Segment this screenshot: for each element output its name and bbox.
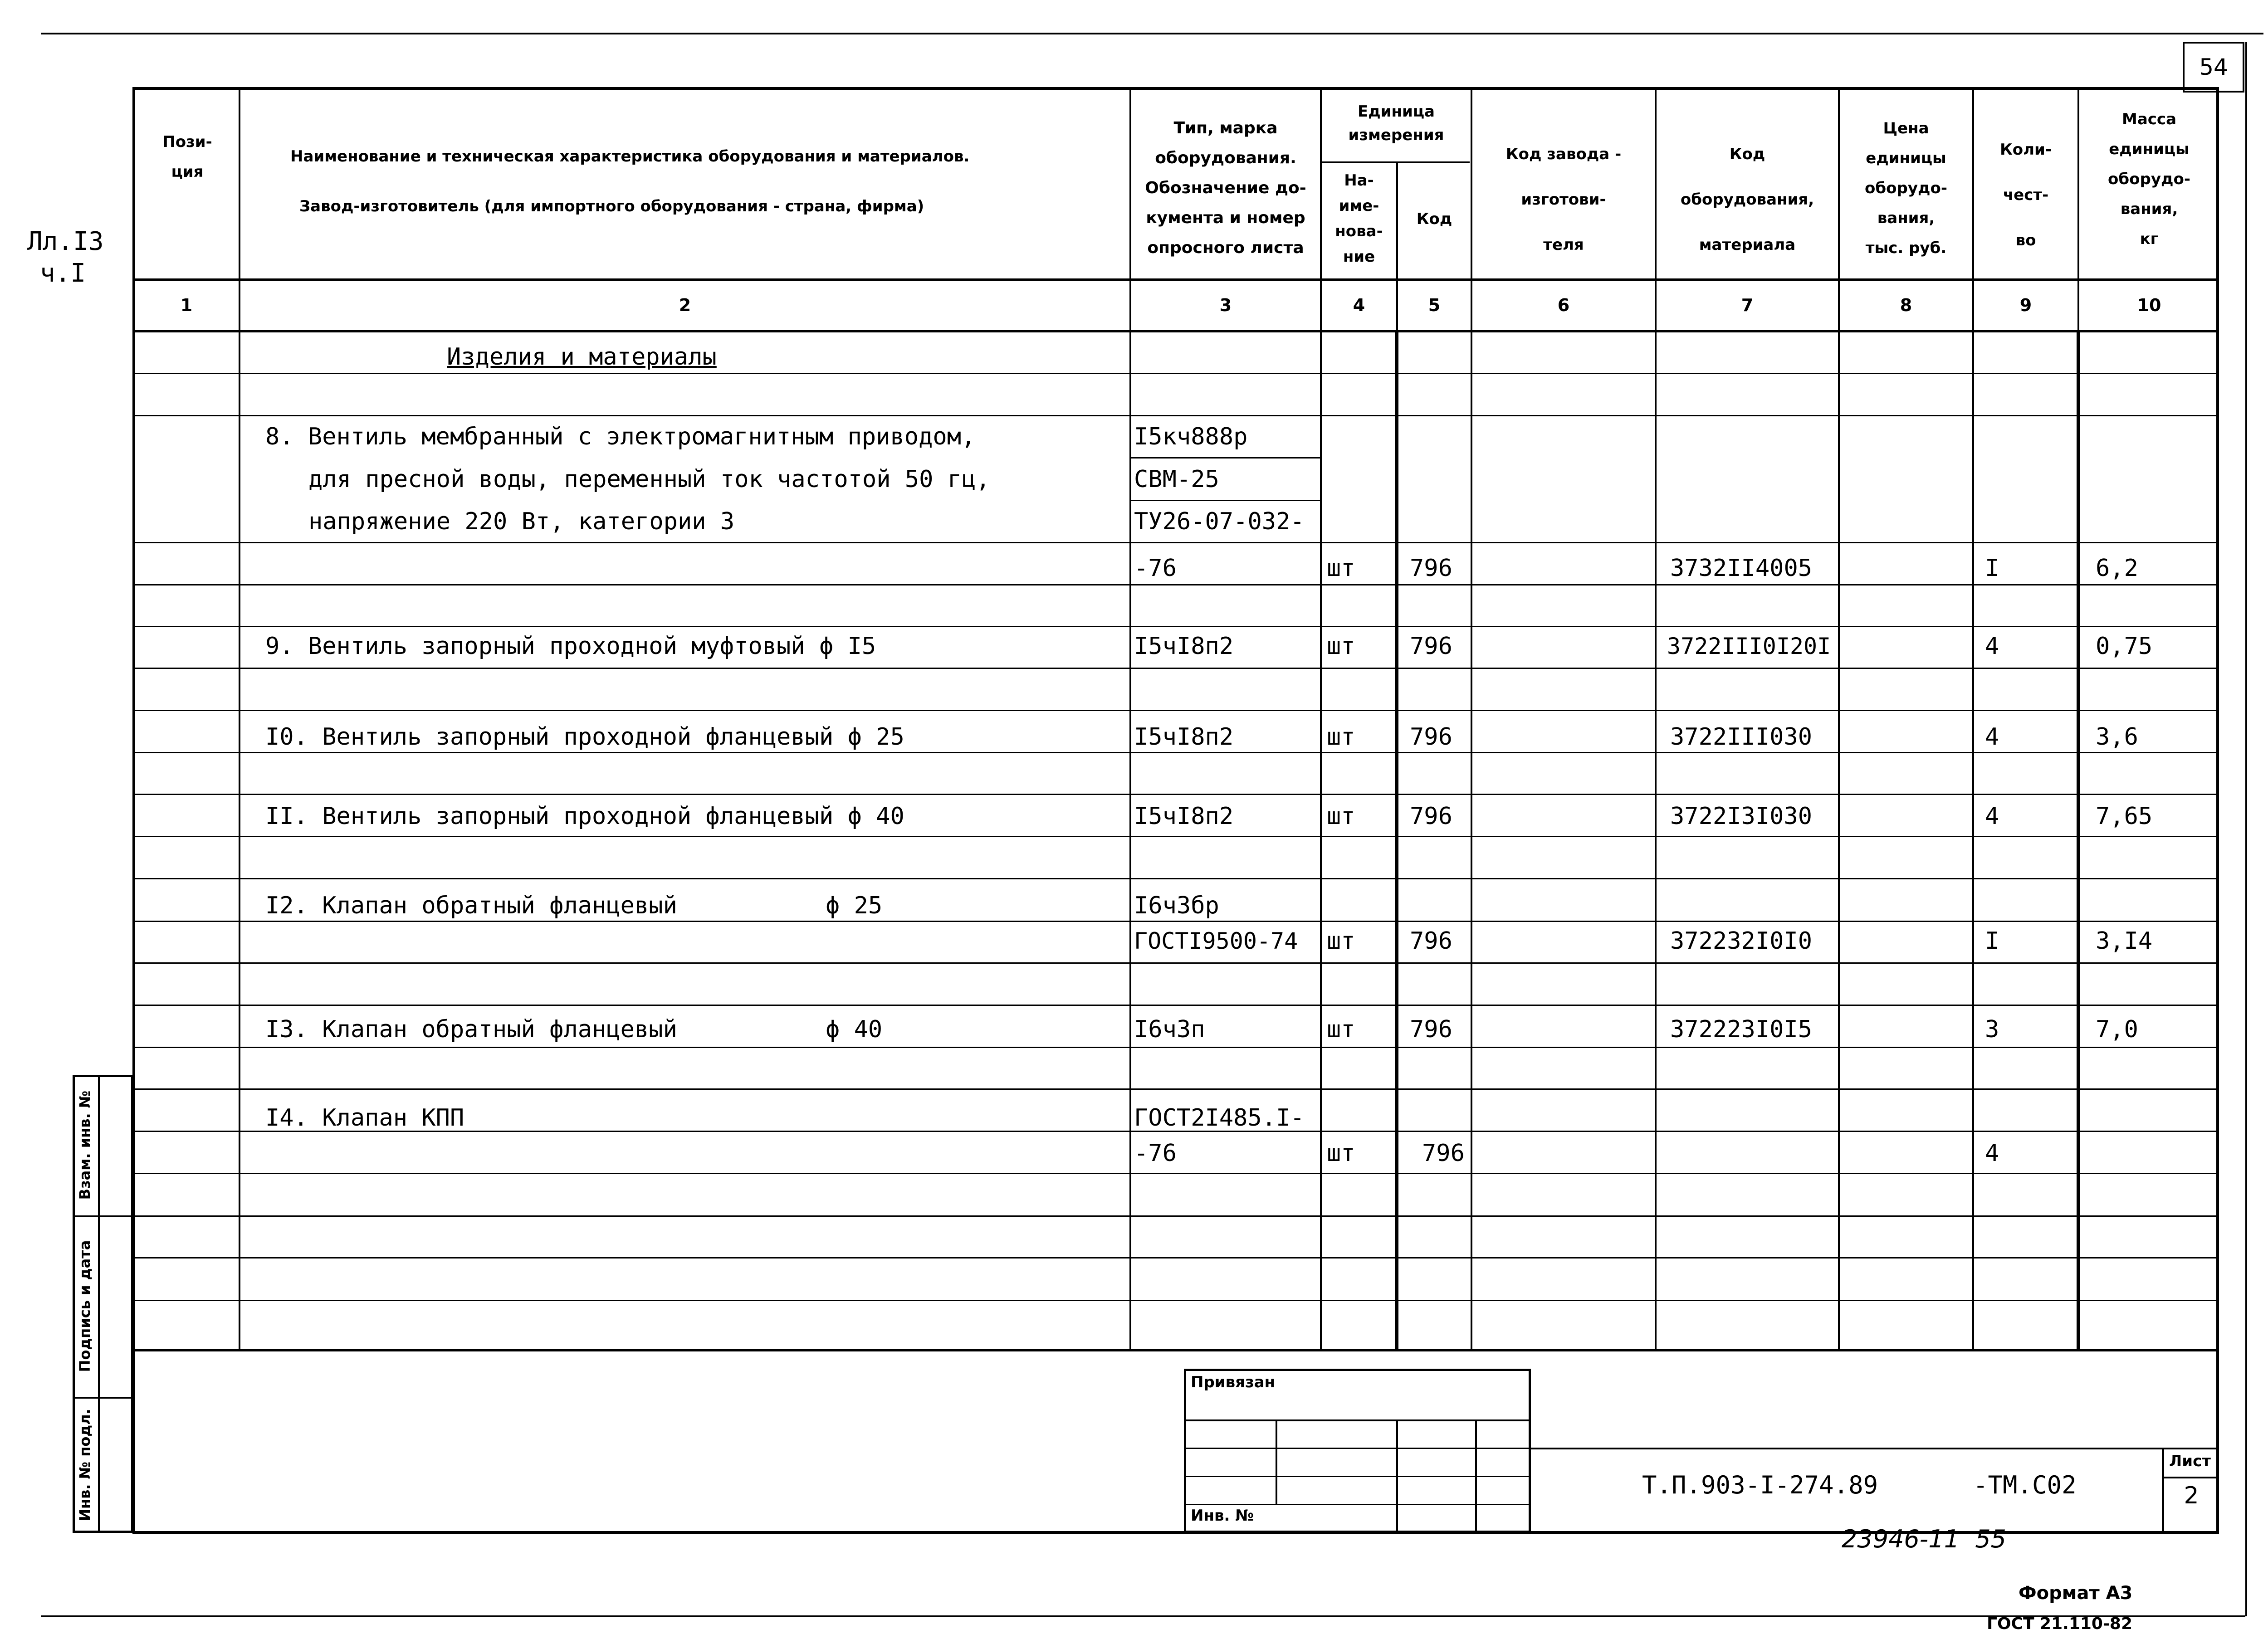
bound-line	[1184, 1504, 1531, 1505]
header-mass: Масса единицы оборудо- вания, кг	[2108, 110, 2190, 248]
item-type: I6ч3п	[1134, 1016, 1205, 1043]
header-price: Цена единицы оборудо- вания, тыс. руб.	[1865, 119, 1947, 257]
item-quantity: 3	[1985, 1016, 1999, 1043]
item-type: -76	[1134, 555, 1177, 582]
document-suffix: -ТМ.С02	[1973, 1471, 2077, 1499]
column-number: 8	[1900, 295, 1912, 315]
col-line-7	[1838, 87, 1840, 1351]
item-unit: шт	[1327, 633, 1355, 660]
item-quantity: 4	[1985, 723, 1999, 751]
item-mass: 3,6	[2096, 723, 2138, 751]
format-label: Формат А3	[2019, 1583, 2133, 1604]
row-line	[132, 626, 2219, 627]
col-line-5	[1471, 87, 1472, 1351]
item-unit-code: 796	[1410, 633, 1452, 660]
item-name: II. Вентиль запорный проходной фланцевый ϕ 40	[265, 803, 904, 830]
page-number: 54	[2199, 54, 2228, 80]
bound-col	[1475, 1419, 1477, 1533]
item-name: I0. Вентиль запорный проходной фланцевый ϕ 25	[265, 723, 904, 751]
item-code: 3722III030	[1670, 723, 1813, 751]
item-unit: шт	[1327, 1016, 1355, 1043]
row-line	[132, 710, 2219, 711]
item-type: I6ч3бр	[1134, 892, 1219, 919]
thick-line-qty	[2077, 331, 2080, 1351]
item-quantity: I	[1985, 927, 1999, 955]
item-unit: шт	[1327, 723, 1355, 751]
row-line	[132, 373, 2219, 374]
side-stamp-signature-date: Подпись и дата	[76, 1240, 93, 1372]
header-plant-code: Код завода - изготови- теля	[1505, 145, 1622, 254]
item-mass: 7,65	[2096, 803, 2153, 830]
side-stamp-original-inv: Инв. № подл.	[76, 1409, 93, 1521]
item-unit-code: 796	[1410, 555, 1452, 582]
left-margin-sheet: Лл.I3	[27, 227, 104, 256]
bound-col	[1276, 1419, 1277, 1504]
column-number: 7	[1741, 295, 1754, 315]
item-quantity: I	[1985, 555, 1999, 582]
item-name: 9. Вентиль запорный проходной муфтовый ϕ I5	[265, 633, 876, 660]
item-unit-code: 796	[1410, 927, 1452, 955]
item-type: СВМ-25	[1134, 466, 1219, 493]
row-line	[132, 1005, 2219, 1006]
row-line	[132, 836, 2219, 837]
lower-left-border	[132, 1351, 135, 1533]
column-number: 9	[2019, 295, 2032, 315]
sheet-box-line	[2162, 1477, 2219, 1478]
standard-label: ГОСТ 21.110-82	[1987, 1614, 2133, 1633]
item-name: I4. Клапан КПП	[265, 1104, 464, 1132]
item-mass: 7,0	[2096, 1016, 2138, 1043]
item-code: 3722I3I030	[1670, 803, 1813, 830]
column-number-line	[132, 330, 2219, 332]
item-unit: шт	[1327, 555, 1355, 582]
header-name: Наименование и техническая характеристика оборудования и материалов. Завод-изготовитель (для импортного оборудования - страна, фирма)	[290, 147, 970, 215]
item-type: ТУ26-07-032-	[1134, 508, 1305, 535]
item-unit: шт	[1327, 803, 1355, 830]
row-line	[132, 1173, 2219, 1174]
col-line-3	[1320, 87, 1322, 1351]
bound-line	[1184, 1448, 1531, 1449]
col-line-1	[239, 87, 240, 1351]
row-line	[132, 878, 2219, 879]
column-number: 3	[1219, 295, 1232, 315]
item-unit-code: 796	[1410, 1016, 1452, 1043]
item-unit: шт	[1327, 1140, 1355, 1167]
item-type: I5кч888р	[1134, 423, 1248, 450]
item-mass: 0,75	[2096, 633, 2153, 660]
item-name: напряжение 220 Вт, категории 3	[308, 508, 735, 535]
row-line	[132, 962, 2219, 964]
item-code: 3732II4005	[1670, 555, 1813, 582]
item-name: I3. Клапан обратный фланцевый	[265, 1016, 677, 1043]
row-line	[132, 794, 2219, 795]
item-name: 8. Вентиль мембранный с электромагнитным приводом,	[265, 423, 976, 450]
header-unit-code: Код	[1416, 210, 1452, 228]
column-number: 10	[2137, 295, 2161, 315]
row-line	[132, 1257, 2219, 1258]
item-type: ГОСТI9500-74	[1134, 928, 1298, 954]
item-unit-code: 796	[1410, 803, 1452, 830]
sheet-label: Лист	[2169, 1452, 2211, 1470]
side-stamp-divider	[98, 1075, 100, 1533]
row-line	[132, 1047, 2219, 1048]
header-quantity: Коли- чест- во	[2000, 141, 2052, 249]
item-name: I2. Клапан обратный фланцевый	[265, 892, 677, 919]
row-line	[132, 1300, 2219, 1301]
item-unit: шт	[1327, 927, 1355, 955]
right-border-line	[2245, 42, 2247, 1616]
item-type: I5чI8п2	[1134, 633, 1234, 660]
header-unit-group: Единица измерения	[1348, 102, 1444, 144]
row-line	[132, 1088, 2219, 1090]
row-line	[132, 668, 2219, 669]
item-name: для пресной воды, переменный ток частотой 50 гц,	[308, 466, 990, 493]
row-line	[132, 542, 2219, 543]
handwritten-inventory-note: 23946-11 55	[1842, 1525, 2007, 1553]
item-quantity: 4	[1985, 1140, 1999, 1167]
header-type: Тип, марка оборудования. Обозначение до- кумента и номер опросного листа	[1145, 119, 1306, 257]
bound-col	[1396, 1419, 1398, 1533]
item-unit-code: 796	[1422, 1140, 1465, 1167]
unit-group-line	[1320, 161, 1470, 163]
top-border-line	[41, 33, 2263, 34]
item-type: I5чI8п2	[1134, 803, 1234, 830]
row-line	[132, 415, 2219, 416]
item-type: I5чI8п2	[1134, 723, 1234, 751]
bottom-border-line	[41, 1615, 2245, 1617]
side-stamp-replaced-inv: Взам. инв. №	[76, 1090, 93, 1200]
inventory-number-label: Инв. №	[1191, 1507, 1254, 1525]
header-unit-name: На- име- нова- ние	[1335, 171, 1383, 266]
column-number: 4	[1353, 295, 1365, 315]
item-code: 3722III0I20I	[1667, 633, 1831, 659]
item-type: ГОСТ2I485.I-	[1134, 1104, 1305, 1132]
section-title: Изделия и материалы	[447, 343, 717, 371]
header-position: Пози- ция	[162, 133, 212, 181]
document-designation: Т.П.903-I-274.89	[1642, 1471, 1878, 1499]
left-margin-part: ч.I	[40, 259, 86, 288]
item-unit-code: 796	[1410, 723, 1452, 751]
column-number: 6	[1557, 295, 1570, 315]
bound-line	[1184, 1476, 1531, 1477]
item-mass: 3,I4	[2096, 927, 2153, 955]
header-equipment-code: Код оборудования, материала	[1680, 145, 1814, 254]
item-code: 372223I0I5	[1670, 1016, 1813, 1043]
row-line	[1129, 457, 1320, 458]
thick-line-unit-code	[1395, 331, 1398, 1351]
row-line	[132, 584, 2219, 585]
row-line	[1129, 500, 1320, 501]
item-diameter: ϕ 25	[826, 892, 883, 919]
row-line	[132, 1215, 2219, 1217]
designation-top-line	[1531, 1448, 2219, 1449]
column-number: 5	[1428, 295, 1441, 315]
item-diameter: ϕ 40	[826, 1016, 883, 1043]
col-line-8	[1972, 87, 1974, 1351]
column-number: 1	[180, 295, 193, 315]
bound-line	[1184, 1419, 1531, 1421]
column-number: 2	[679, 295, 691, 315]
bound-label: Привязан	[1191, 1373, 1276, 1391]
item-mass: 6,2	[2096, 555, 2138, 582]
sheet-number: 2	[2184, 1482, 2199, 1509]
item-quantity: 4	[1985, 803, 1999, 830]
item-quantity: 4	[1985, 633, 1999, 660]
col-line-2	[1129, 87, 1131, 1351]
col-line-6	[1655, 87, 1657, 1351]
item-type: -76	[1134, 1140, 1177, 1167]
item-code: 372232I0I0	[1670, 927, 1813, 955]
